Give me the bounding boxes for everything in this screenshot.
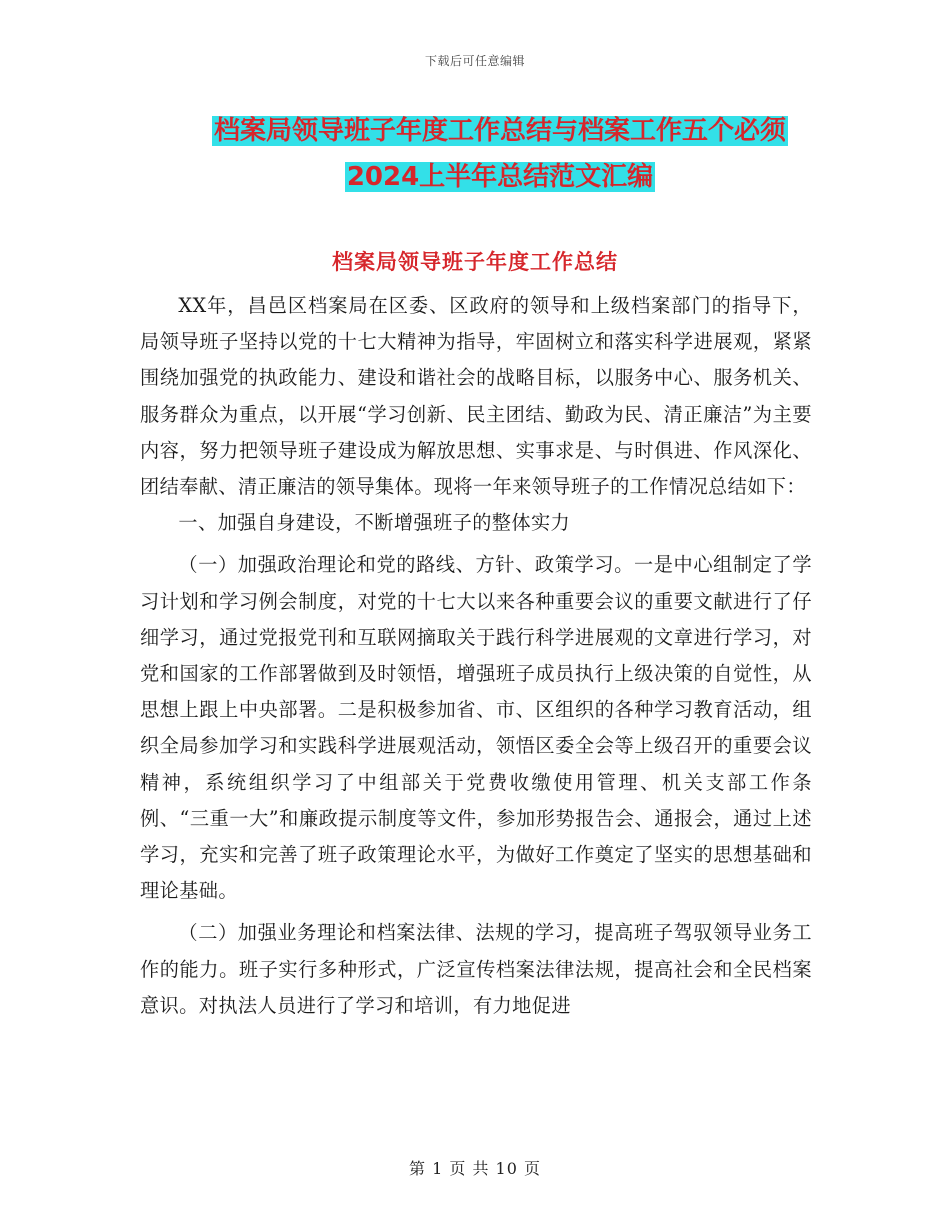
paragraph-intro: XX年，昌邑区档案局在区委、区政府的领导和上级档案部门的指导下，局领导班子坚持以党的十七大精神为指导，牢固树立和落实科学进展观，紧紧围绕加强党的执政能力、建设和谐社会的战略目标，以服务中心、服务机关、服务群众为重点，以开展“学习创新、民主团结、勤政为民、清正廉洁”为主要内容，努力把领导班子建设成为解放思想、实事求是、与时俱进、作风深化、团结奉献、清正廉洁的领导集体。现将一年来领导班子的工作情况总结如下： (140, 294, 812, 499)
paragraph-item-1: （一）加强政治理论和党的路线、方针、政策学习。一是中心组制定了学习计划和学习例会制度，对党的十七大以来各种重要会议的重要文献进行了仔细学习，通过党报党刊和互联网摘取关于践行科学进展观的文章进行学习，对党和国家的工作部署做到及时领悟，增强班子成员执行上级决策的自觉性，从思想上跟上中央部署。二是积极参加省、市、区组织的各种学习教育活动，组织全局参加学习和实践科学进展观活动，领悟区委全会等上级召开的重要会议精神，系统组织学习了中组部关于党费收缴使用管理、机关支部工作条例、“三重一大”和廉政提示制度等文件，参加形势报告会、通报会，通过上述学习，充实和完善了班子政策理论水平，为做好工作奠定了坚实的思想基础和理论基础。 (140, 553, 812, 903)
paragraph-item-2: （二）加强业务理论和档案法律、法规的学习，提高班子驾驭领导业务工作的能力。班子实行多种形式，广泛宣传档案法律法规，提高社会和全民档案意识。对执法人员进行了学习和培训，有力地促进 (140, 921, 812, 1017)
page-footer: 第 1 页 共 10 页 (409, 1159, 541, 1178)
paragraph-heading-1: 一、加强自身建设，不断增强班子的整体实力 (178, 511, 571, 535)
header-note: 下载后可任意编辑 (424, 54, 525, 68)
document-title-line1: 档案局领导班子年度工作总结与档案工作五个必须 (213, 116, 786, 146)
document-title-line2: 2024上半年总结范文汇编 (346, 162, 654, 192)
section-title: 档案局领导班子年度工作总结 (332, 250, 618, 274)
document-title (140, 108, 860, 200)
document-body (140, 288, 812, 1024)
